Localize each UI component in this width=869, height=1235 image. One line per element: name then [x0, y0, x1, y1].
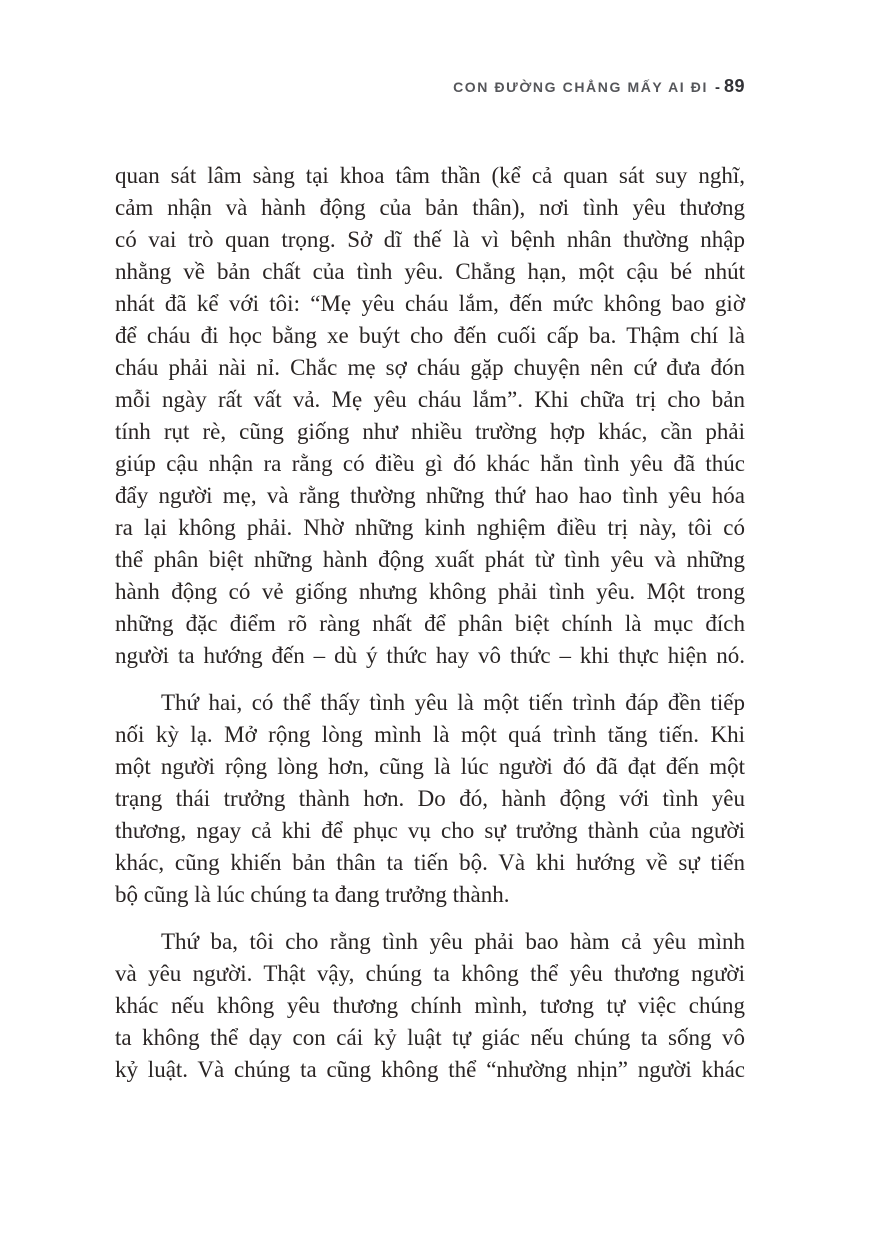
text-line: ra lại không phải. Nhờ những kinh nghiệm điều trị này, tôi có — [115, 515, 745, 540]
text-line: một người rộng lòng hơn, cũng là lúc người đó đã đạt đến một — [115, 754, 745, 779]
text-line: cảm nhận và hành động của bản thân), nơi tình yêu thương — [115, 195, 745, 220]
page-number: 89 — [723, 76, 745, 96]
body-text — [115, 160, 745, 1086]
paragraph — [115, 926, 745, 1086]
text-line: trạng thái trưởng thành hơn. Do đó, hành động với tình yêu — [115, 786, 745, 811]
running-title: CON ĐƯỜNG CHẲNG MẤY AI ĐI — [453, 79, 708, 95]
text-line: người ta hướng đến – dù ý thức hay vô thức – khi thực hiện nó. — [115, 643, 745, 668]
header-separator: - — [714, 79, 720, 96]
text-line: kỷ luật. Và chúng ta cũng không thể “nhường nhịn” người khác — [115, 1057, 745, 1082]
text-line: những đặc điểm rõ ràng nhất để phân biệt chính là mục đích — [115, 611, 745, 636]
text-line: nhát đã kể với tôi: “Mẹ yêu cháu lắm, đến mức không bao giờ — [115, 291, 745, 316]
text-line: đẩy người mẹ, và rằng thường những thứ hao hao tình yêu hóa — [115, 483, 745, 508]
text-line: nối kỳ lạ. Mở rộng lòng mình là một quá trình tăng tiến. Khi — [115, 722, 745, 747]
text-line: thể phân biệt những hành động xuất phát từ tình yêu và những — [115, 547, 745, 572]
text-line: tính rụt rè, cũng giống như nhiều trường hợp khác, cần phải — [115, 419, 745, 444]
text-line: mỗi ngày rất vất vả. Mẹ yêu cháu lắm”. Khi chữa trị cho bản — [115, 387, 745, 412]
paragraph — [115, 687, 745, 911]
text-line: giúp cậu nhận ra rằng có điều gì đó khác hẳn tình yêu đã thúc — [115, 451, 745, 476]
text-line: thương, ngay cả khi để phục vụ cho sự trưởng thành của người — [115, 818, 745, 843]
paragraph — [115, 160, 745, 672]
text-line: Thứ ba, tôi cho rằng tình yêu phải bao hàm cả yêu mình — [161, 929, 745, 954]
text-line: khác nếu không yêu thương chính mình, tương tự việc chúng — [115, 993, 745, 1018]
text-line: và yêu người. Thật vậy, chúng ta không thể yêu thương người — [115, 961, 745, 986]
running-header — [453, 76, 745, 97]
text-line: bộ cũng là lúc chúng ta đang trưởng thành. — [115, 882, 510, 907]
text-line: quan sát lâm sàng tại khoa tâm thần (kể cả quan sát suy nghĩ, — [115, 163, 745, 188]
text-line: khác, cũng khiến bản thân ta tiến bộ. Và khi hướng về sự tiến — [115, 850, 745, 875]
text-line: ta không thể dạy con cái kỷ luật tự giác nếu chúng ta sống vô — [115, 1025, 745, 1050]
text-line: nhằng về bản chất của tình yêu. Chẳng hạn, một cậu bé nhút — [115, 259, 745, 284]
text-line: để cháu đi học bằng xe buýt cho đến cuối cấp ba. Thậm chí là — [115, 323, 745, 348]
text-line: có vai trò quan trọng. Sở dĩ thế là vì bệnh nhân thường nhập — [115, 227, 745, 252]
text-line: cháu phải nài nỉ. Chắc mẹ sợ cháu gặp chuyện nên cứ đưa đón — [115, 355, 745, 380]
text-line: Thứ hai, có thể thấy tình yêu là một tiến trình đáp đền tiếp — [161, 690, 745, 715]
text-line: hành động có vẻ giống nhưng không phải tình yêu. Một trong — [115, 579, 745, 604]
